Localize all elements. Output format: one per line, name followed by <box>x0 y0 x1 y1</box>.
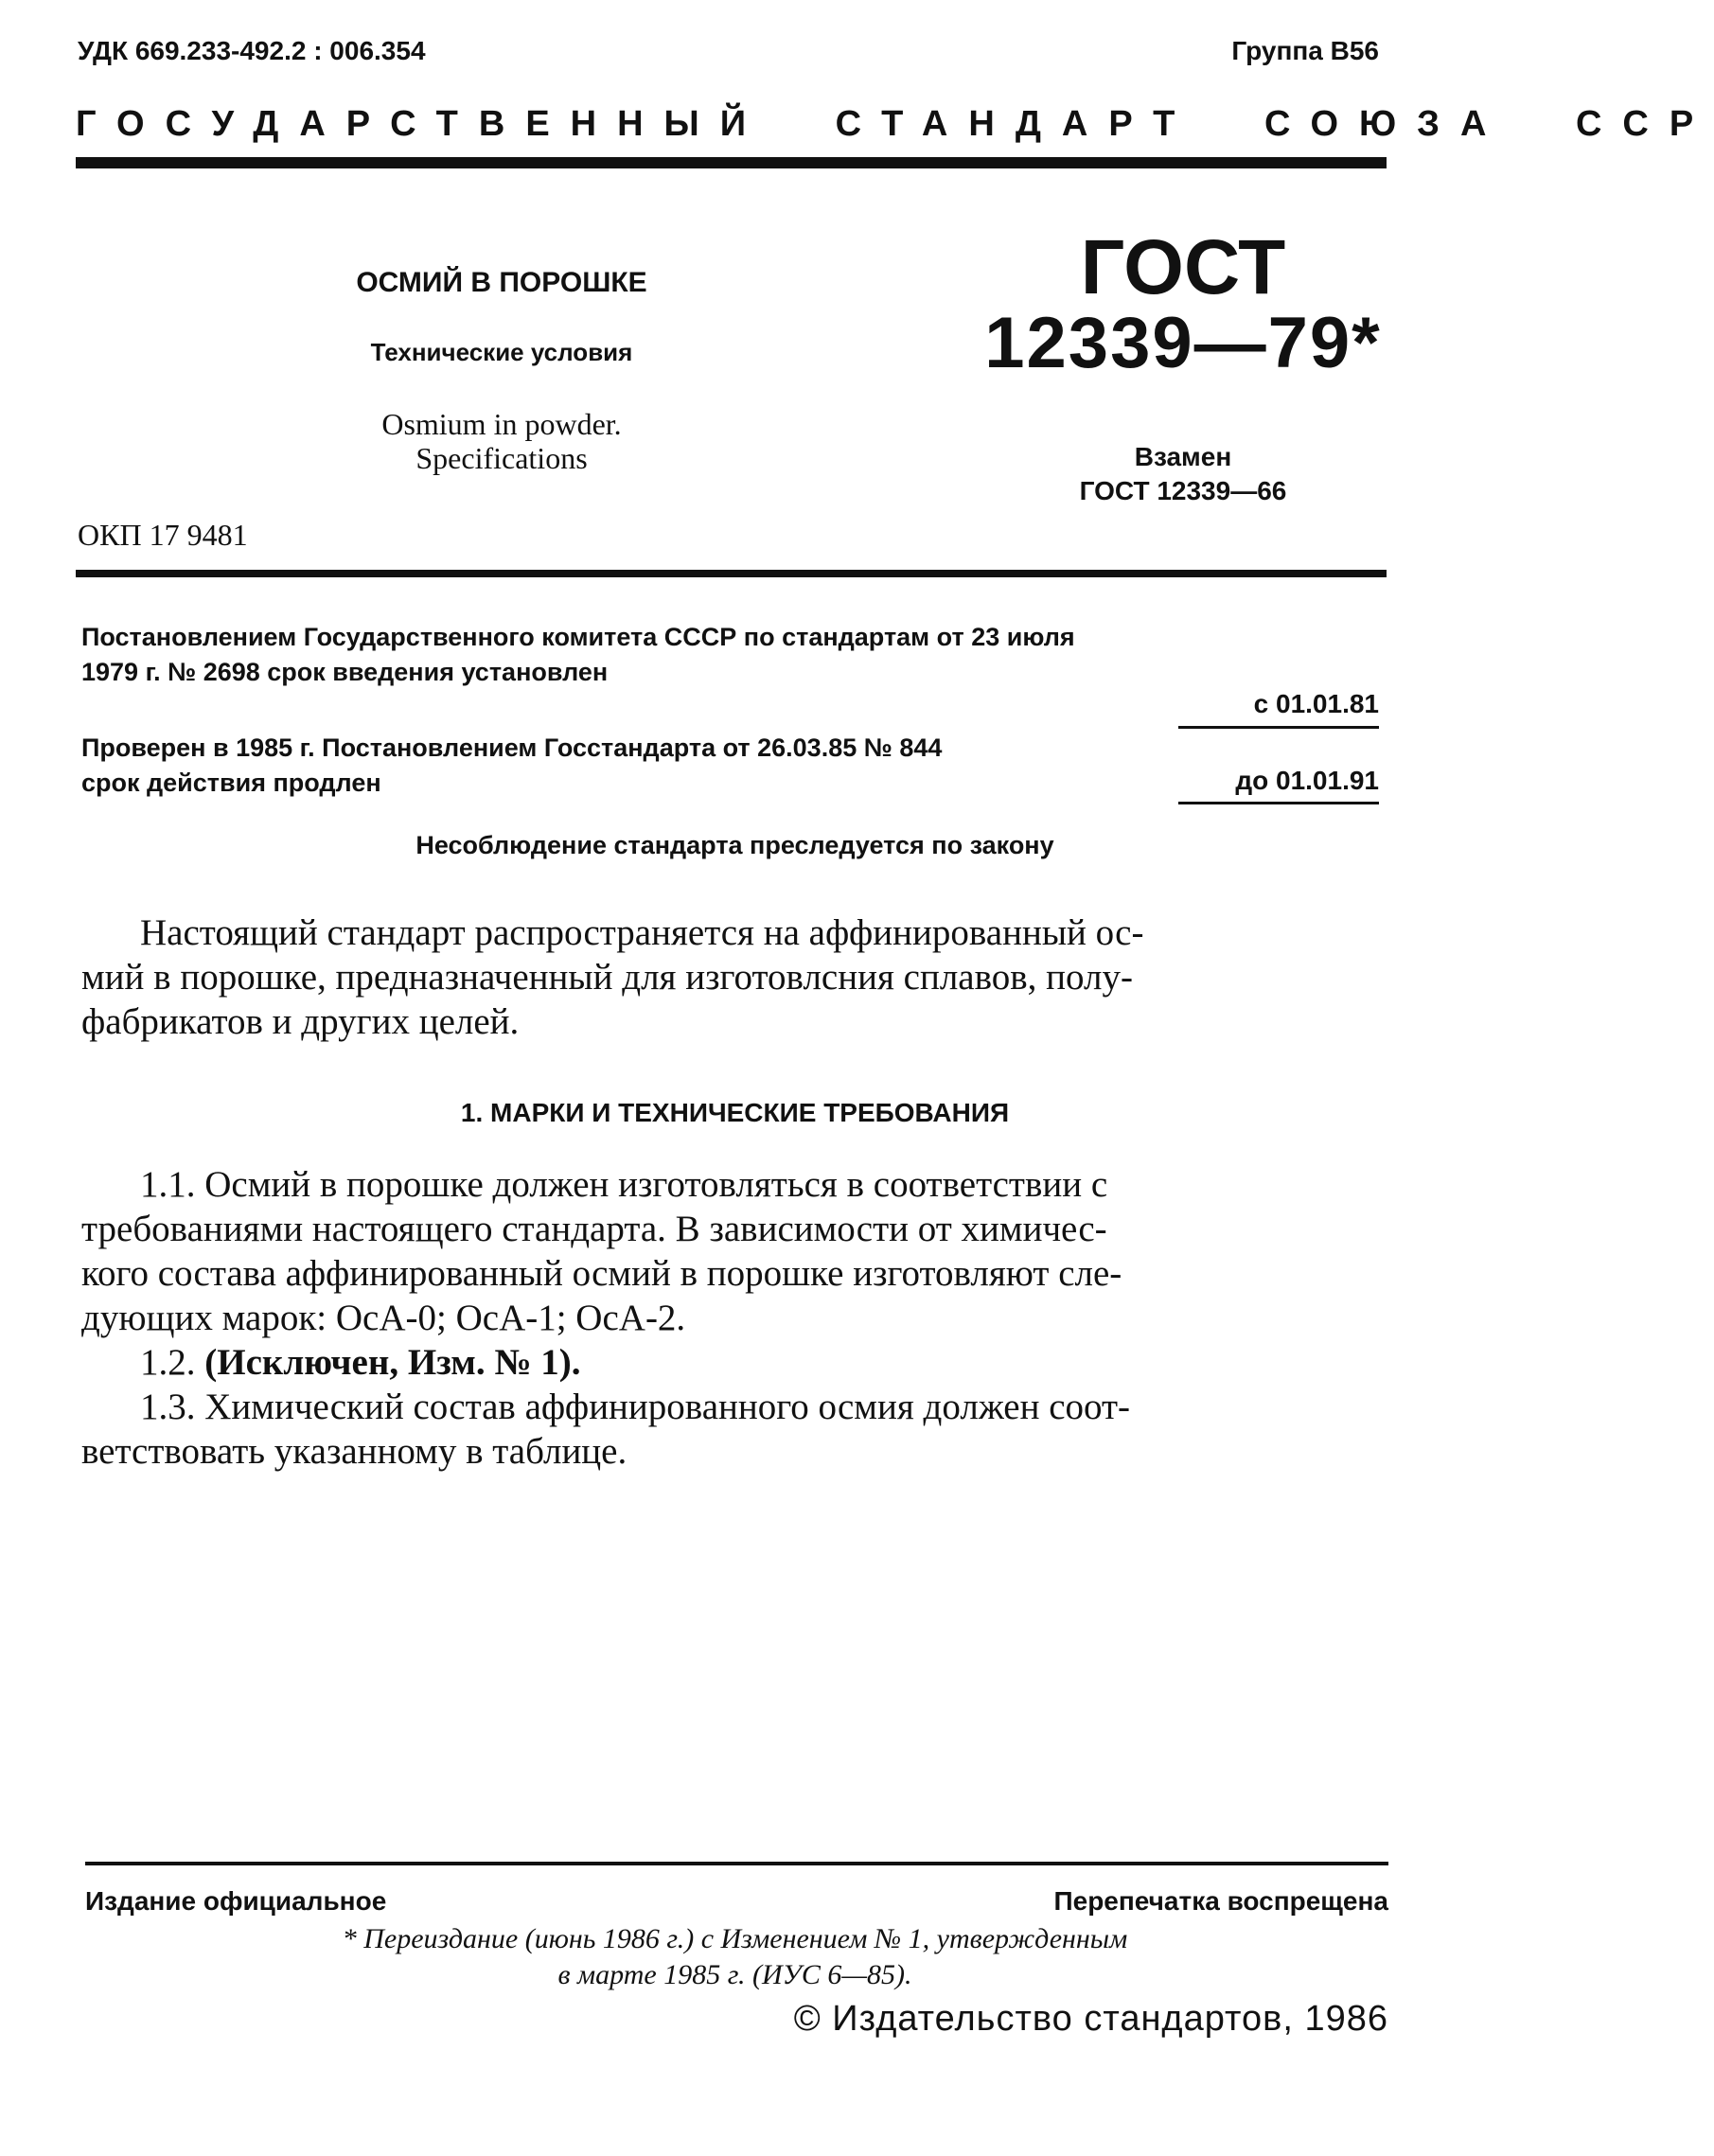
decree-line2: 1979 г. № 2698 срок введения установлен <box>81 658 609 686</box>
p12-prefix: 1.2. <box>140 1342 196 1383</box>
footer-rule <box>85 1862 1388 1865</box>
okp-code: ОКП 17 9481 <box>78 518 248 552</box>
document-subtitle: Технические условия <box>370 338 633 366</box>
reissue-note <box>0 1921 1470 1993</box>
udk-code: УДК 669.233-492.2 : 006.354 <box>78 36 426 65</box>
reissue-line2: в марте 1985 г. (ИУС 6—85). <box>557 1959 912 1990</box>
until-date-rule <box>1178 802 1379 804</box>
header-rule <box>76 157 1387 168</box>
p11-line4: дующих марок: ОсА-0; ОсА-1; ОсА-2. <box>81 1298 686 1338</box>
title-rule <box>76 570 1387 577</box>
effective-from-date: с 01.01.81 <box>1253 689 1379 718</box>
document-title: ОСМИЙ В ПОРОШКЕ <box>356 267 647 298</box>
replaces-label: Взамен <box>1134 442 1232 471</box>
gost-number: 12339—79* <box>984 303 1382 383</box>
english-title <box>189 407 814 475</box>
checked-line2: срок действия продлен <box>81 769 381 797</box>
reissue-line1: * Переиздание (июнь 1986 г.) с Изменением № 1, утвержденным <box>342 1923 1128 1954</box>
decree-line1: Постановлением Государственного комитета СССР по стандартам от 23 июля <box>81 623 1075 651</box>
group-code: Группа В56 <box>1231 36 1379 65</box>
from-date-rule <box>1178 726 1379 729</box>
intro-line1: Настоящий стандарт распространяется на аффинированный ос- <box>140 912 1144 953</box>
gost-label: ГОСТ <box>1080 224 1286 310</box>
english-title-line2: Specifications <box>415 441 588 475</box>
extended-until-date: до 01.01.91 <box>1235 766 1379 795</box>
reprint-prohibited: Перепечатка воспрещена <box>1053 1886 1388 1916</box>
intro-line2: мий в порошке, предназначенный для изготовлсния сплавов, полу- <box>81 957 1133 998</box>
replaces-value: ГОСТ 12339—66 <box>1079 476 1287 505</box>
intro-line3: фабрикатов и других целей. <box>81 1001 520 1042</box>
copyright: © Издательство стандартов, 1986 <box>793 1999 1388 2039</box>
english-title-line1: Osmium in powder. <box>381 407 622 441</box>
p11-line3: кого состава аффинированный осмий в порошке изготовляют сле- <box>81 1253 1122 1294</box>
p11-line2: требованиями настоящего стандарта. В зависимости от химичес- <box>81 1209 1107 1249</box>
section-heading: 1. МАРКИ И ТЕХНИЧЕСКИЕ ТРЕБОВАНИЯ <box>460 1098 1010 1127</box>
p12-line <box>140 1340 1380 1385</box>
replaces-block <box>984 440 1382 508</box>
p13-line1: 1.3. Химический состав аффинированного осмия должен соот- <box>140 1387 1131 1427</box>
legal-notice: Несоблюдение стандарта преследуется по закону <box>415 831 1054 859</box>
state-standard-header: ГОСУДАРСТВЕННЫЙ СТАНДАРТ СОЮЗА ССР <box>76 104 1714 144</box>
p13-line2: ветствовать указанному в таблице. <box>81 1431 627 1472</box>
p12-excluded-text: (Исключен, Изм. № 1). <box>204 1342 581 1383</box>
p11-line1: 1.1. Осмий в порошке должен изготовляться в соответствии с <box>140 1164 1108 1205</box>
official-edition: Издание официальное <box>85 1886 387 1916</box>
checked-line1: Проверен в 1985 г. Постановлением Госстандарта от 26.03.85 № 844 <box>81 733 943 762</box>
